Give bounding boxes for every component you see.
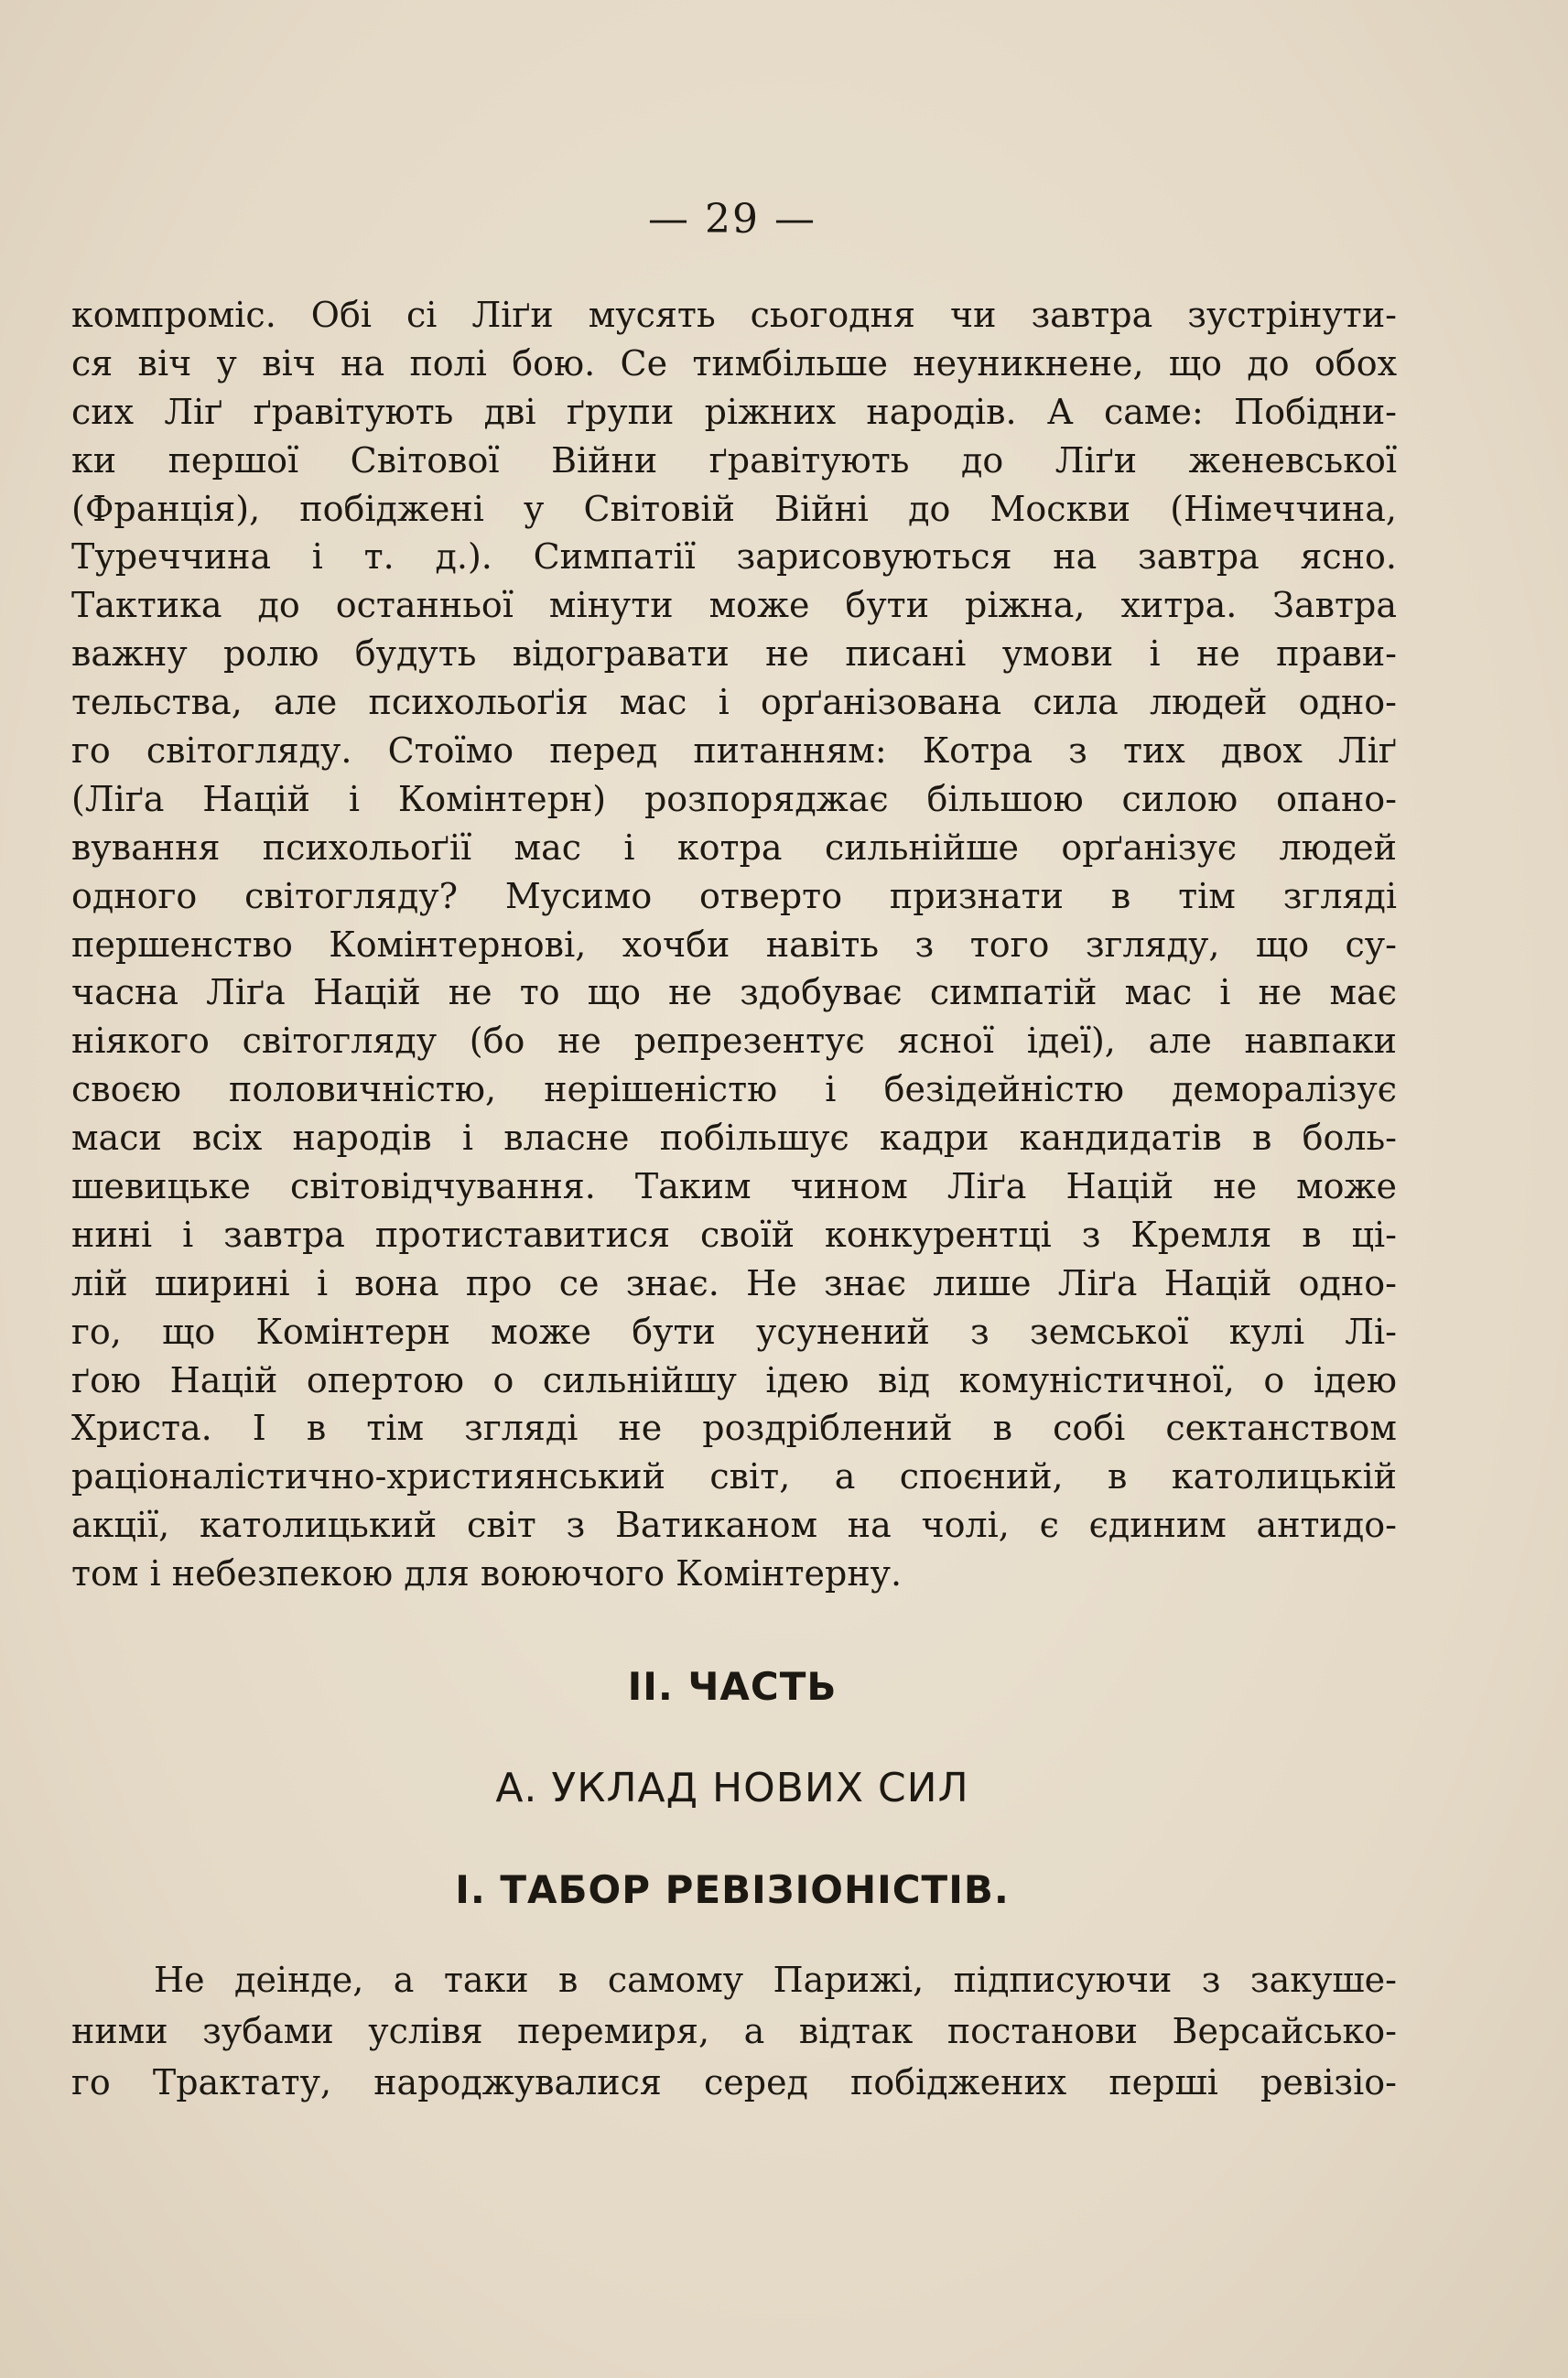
chapter-heading: I. ТАБОР РЕВІЗІОНІСТІВ. [455,1867,1010,1912]
text-line: (Франція), побіджені у Світовій Війні до Москви (Німеччина, [71,488,1397,529]
text-line: важну ролю будуть відогравати не писані умови і не прави- [71,633,1397,675]
text-line: го світогляду. Стоїмо перед питанням: Котра з тих двох Ліґ [71,730,1397,772]
paragraph-2 [71,1954,1397,2108]
paragraph-1 [71,291,1397,1598]
text-line: раціоналістично-християнський світ, а споєний, в католицькій [71,1456,1397,1497]
text-line: го Трактату, народжувалися серед побіджених перші ревізіо- [71,2062,1397,2102]
text-line: акції, католицький світ з Ватиканом на чолі, є єдиним антидо- [71,1505,1397,1546]
text-line: сих Ліґ ґравітують дві ґрупи ріжних народів. А саме: Побідни- [71,391,1397,432]
text-line: першенство Комінтернові, хочби навіть з того згляду, що су- [71,924,1397,965]
text-line: ними зубами услівя перемиря, а відтак постанови Версайсько- [71,2011,1397,2051]
text-line: том і небезпекою для воюючого Комінтерну. [71,1553,903,1594]
section-heading: А. УКЛАД НОВИХ СИЛ [495,1765,969,1811]
text-line: маси всіх народів і власне побільшує кадри кандидатів в боль- [71,1118,1397,1159]
page-number: — 29 — [648,196,816,243]
text-line: нині і завтра протиставитися своїй конкурентці з Кремля в ці- [71,1214,1397,1255]
text-line: ся віч у віч на полі бою. Се тимбільше неуникнене, що до обох [71,342,1397,384]
text-line: го, що Комінтерн може бути усунений з земської кулі Лі- [71,1311,1397,1352]
text-line: Христа. І в тім зглядi не роздріблений в собі сектанством [71,1408,1397,1449]
text-line: вування психольоґії мас і котра сильнійше орґанізує людей [71,827,1397,868]
text-line: Не деінде, а таки в самому Парижі, підписуючи з закуше- [154,1960,1397,2000]
text-line: Туреччина і т. д.). Симпатії зарисовуються на завтра ясно. [71,536,1397,578]
text-line: лій ширині і вона про се знає. Не знає лише Ліґа Націй одно- [71,1262,1397,1303]
text-line: Тактика до останньої мінути може бути ріжна, хитра. Завтра [71,585,1397,626]
text-line: ки першої Світової Війни ґравітують до Ліґи женевської [71,439,1397,481]
text-line: шевицьке світовідчування. Таким чином Ліґа Націй не може [71,1166,1397,1207]
part-heading: II. ЧАСТЬ [627,1664,838,1709]
text-line: компроміс. Обі сі Ліґи мусять сьогодня чи завтра зустрінути- [71,295,1397,335]
text-line: (Ліґа Націй і Комінтерн) розпоряджає більшою силою опано- [71,778,1397,819]
text-line: часна Ліґа Націй не то що не здобуває симпатій мас і не має [71,972,1397,1013]
text-line: тельства, але психольоґія мас і орґанізована сила людей одно- [71,682,1397,723]
text-line: ґою Націй опертою о сильнійшу ідею від комуністичної, о ідею [71,1359,1397,1400]
text-line: одного світогляду? Мусимо отверто признати в тім зглядi [71,875,1397,916]
text-line: своєю половичністю, нерішеністю і безідейністю деморалізує [71,1069,1397,1110]
text-line: ніякого світогляду (бо не репрезентує ясної ідеї), але навпаки [71,1021,1397,1062]
